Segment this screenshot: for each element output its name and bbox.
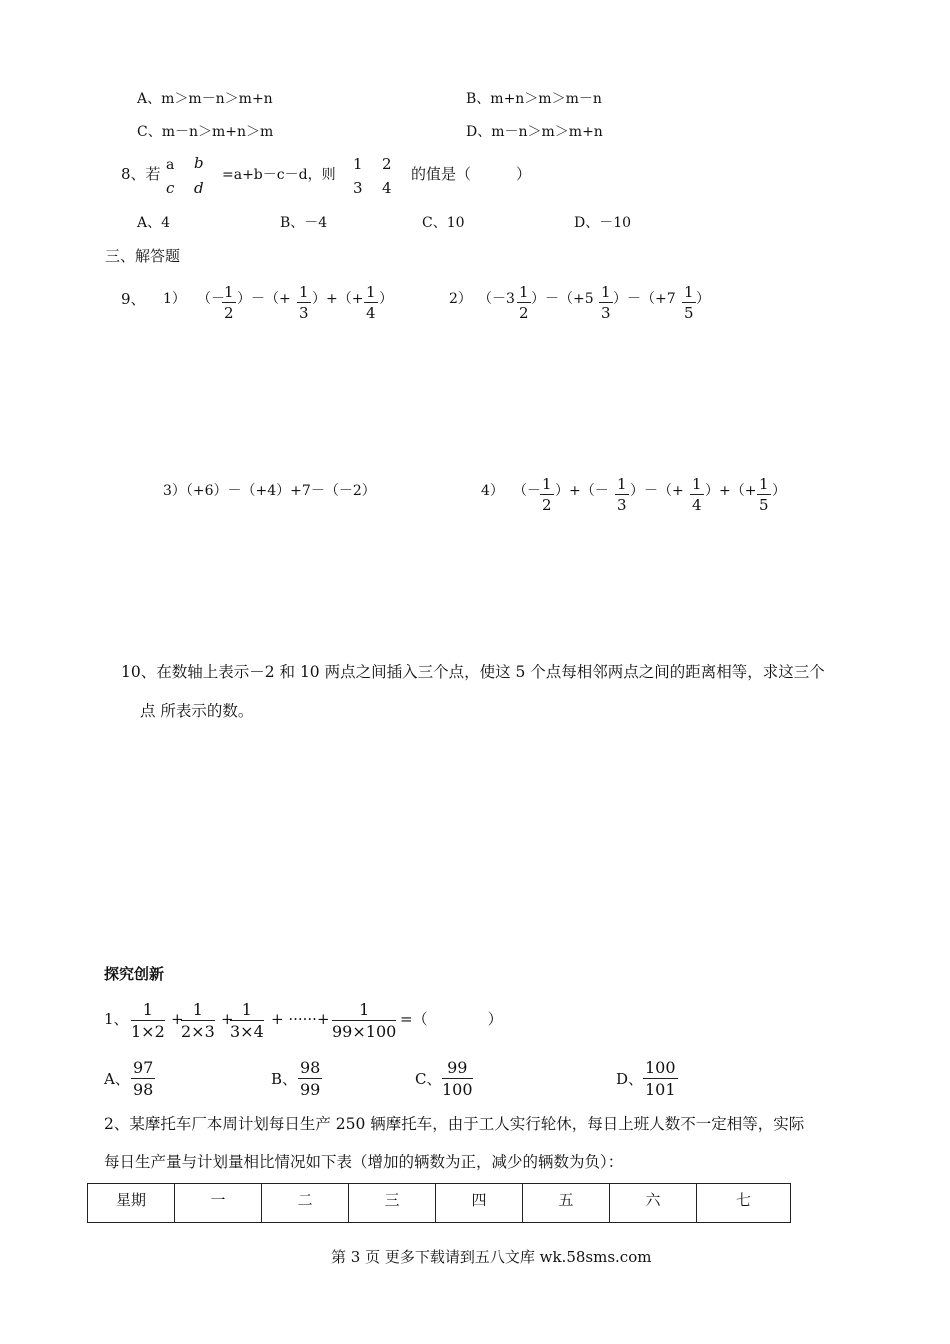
explore-q1-fraction-2: 1 2×3 <box>181 1000 215 1041</box>
explore-q1-option-d-fraction: 100 101 <box>645 1058 676 1099</box>
q9-label: 9、 <box>121 290 146 308</box>
explore-q1-plus: + <box>221 1010 234 1028</box>
q9-part4-fraction-2: 1 3 <box>617 475 627 514</box>
q9-part1-text: ）+（+ <box>312 291 364 307</box>
table-header-cell: 一 <box>175 1184 262 1223</box>
q7-option-b: B、m+n＞m＞m－n <box>466 91 602 107</box>
q8-det-a: a <box>166 157 175 173</box>
q9-part4-text: ）－（+ <box>630 483 684 499</box>
explore-q2-line-1: 2、某摩托车厂本周计划每日生产 250 辆摩托车，由于工人实行轮休，每日上班人数不一定相等，实际 <box>104 1115 805 1133</box>
q8-definition: =a+b－c－d，则 <box>222 167 336 183</box>
q9-part2-label: 2） <box>449 291 472 307</box>
q7-option-d: D、m－n＞m＞m+n <box>466 124 603 140</box>
q8-suffix: 的值是（ ） <box>411 165 532 183</box>
explore-q1-fraction-3: 1 3×4 <box>230 1000 264 1041</box>
q9-part1-text: ） <box>379 291 393 307</box>
q8-option-a: A、4 <box>137 215 171 231</box>
q8-prefix: 8、若 <box>121 165 161 183</box>
explore-q1-ellipsis: + ······+ <box>271 1010 330 1028</box>
table-header-cell: 五 <box>523 1184 610 1223</box>
production-table <box>87 1183 791 1223</box>
q9-part1-text: ）－（+ <box>237 291 291 307</box>
explore-q2-line-2: 每日生产量与计划量相比情况如下表（增加的辆数为正，减少的辆数为负）： <box>104 1153 624 1171</box>
explore-q1-option-b-fraction: 98 99 <box>300 1058 321 1099</box>
explore-q1-tail: =（ ） <box>400 1010 503 1028</box>
q9-part3-text: 3）（+6）－（+4）+7－（－2） <box>163 483 376 499</box>
table-header-cell: 二 <box>262 1184 349 1223</box>
table-header-cell: 四 <box>436 1184 523 1223</box>
q8-num-1: 1 <box>353 155 363 173</box>
q9-part4-text: ）+（+ <box>705 483 757 499</box>
q9-part2-text: ）－（+5 <box>531 291 594 307</box>
section-3-title: 三、解答题 <box>105 247 181 265</box>
explore-q1-option-a-label: A、 <box>104 1070 130 1088</box>
table-header-cell: 六 <box>610 1184 697 1223</box>
table-header-cell: 七 <box>697 1184 791 1223</box>
explore-q1-option-b-label: B、 <box>271 1070 298 1088</box>
q9-part2-text: ） <box>696 291 710 307</box>
page-footer: 第 3 页 更多下载请到五八文库 wk.58sms.com <box>331 1248 652 1266</box>
q10-line-2: 点 所表示的数。 <box>140 702 254 720</box>
q9-part1-fraction-3: 1 4 <box>366 283 376 322</box>
q7-option-a: A、m＞m－n＞m+n <box>137 91 273 107</box>
table-header-cell: 星期 <box>88 1184 175 1223</box>
explore-q1-option-d-label: D、 <box>616 1070 644 1088</box>
q9-part2-text: （－3 <box>478 291 515 307</box>
explore-q1-plus: + <box>171 1010 184 1028</box>
q10-line-1: 10、在数轴上表示－2 和 10 两点之间插入三个点，使这 5 个点每相邻两点之间的距离相等，求这三个 <box>121 663 825 681</box>
q9-part2-fraction-3: 1 5 <box>684 283 694 322</box>
q8-det-d: d <box>194 179 204 197</box>
q8-num-3: 3 <box>353 179 363 197</box>
q9-part1-fraction-1: 1 2 <box>224 283 234 322</box>
table-header-cell: 三 <box>349 1184 436 1223</box>
q8-num-2: 2 <box>382 155 392 173</box>
q8-option-b: B、－4 <box>280 215 328 231</box>
q9-part4-label: 4） <box>481 483 504 499</box>
q9-part4-fraction-1: 1 2 <box>542 475 552 514</box>
explore-q1-label: 1、 <box>104 1010 129 1028</box>
q8-det-b: b <box>194 154 204 172</box>
q9-part4-text: ）+（－ <box>555 483 609 499</box>
table-row <box>88 1184 791 1223</box>
q9-part2-fraction-2: 1 3 <box>601 283 611 322</box>
q9-part2-text: ）－（+7 <box>613 291 676 307</box>
explore-q1-option-c-fraction: 99 100 <box>442 1058 473 1099</box>
q9-part1-text: （－ <box>197 291 225 307</box>
q9-part1-fraction-2: 1 3 <box>299 283 309 322</box>
q9-part4-fraction-3: 1 4 <box>692 475 702 514</box>
q9-part2-fraction-1: 1 2 <box>519 283 529 322</box>
q7-option-c: C、m－n＞m+n＞m <box>137 124 274 140</box>
q8-num-4: 4 <box>382 179 392 197</box>
explore-title: 探究创新 <box>104 965 165 983</box>
explore-q1-option-c-label: C、 <box>415 1070 442 1088</box>
q8-det-c: c <box>166 179 175 197</box>
q9-part4-text: （－ <box>513 483 541 499</box>
explore-q1-fraction-1: 1 1×2 <box>131 1000 165 1041</box>
explore-q1-option-a-fraction: 97 98 <box>133 1058 154 1099</box>
explore-q1-fraction-4: 1 99×100 <box>332 1000 397 1041</box>
q9-part4-fraction-4: 1 5 <box>759 475 769 514</box>
q8-option-d: D、－10 <box>574 215 632 231</box>
q9-part4-text: ） <box>772 483 786 499</box>
q9-part1-label: 1） <box>163 291 186 307</box>
q8-option-c: C、10 <box>422 215 465 231</box>
